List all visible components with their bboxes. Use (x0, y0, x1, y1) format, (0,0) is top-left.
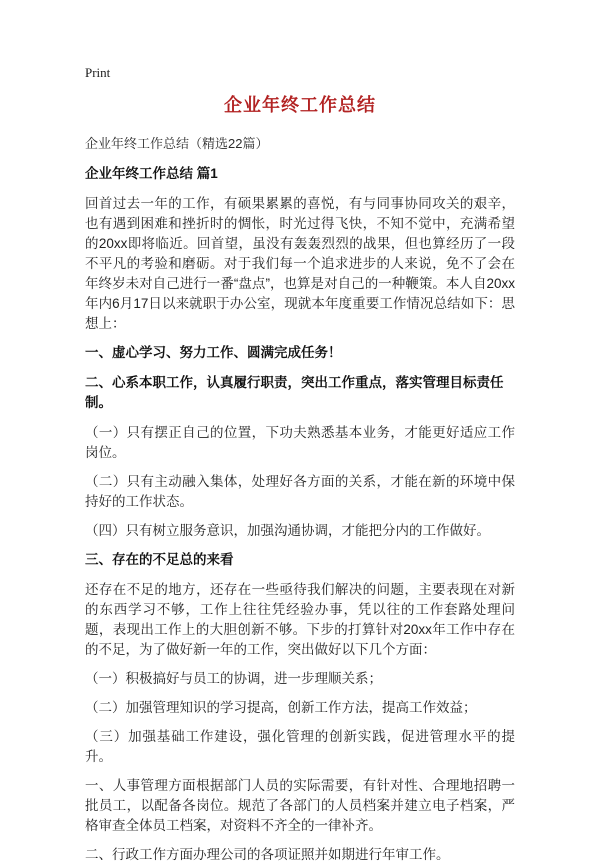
body-paragraph: （一）只有摆正自己的位置，下功夫熟悉基本业务，才能更好适应工作岗位。 (85, 425, 515, 460)
body-paragraph: 回首过去一年的工作，有硕果累累的喜悦，有与同事协同攻关的艰辛，也有遇到困难和挫折时的惆怅，时光过得飞快，不知不觉中，充满希望的20xx即将临近。回首望，虽没有轰轰烈烈的战果，但也算经历了一段不平凡的考验和磨砺。对于我们每一个追求进步的人来说，免不了会在年终岁未对自己进行一番“盘点”，也算是对自己的一种鞭策。本人自20xx年内6月17日以来就职于办公室，现就本年度重要工作情况总结如下：思想上： (85, 196, 515, 331)
document-body (85, 164, 515, 865)
body-paragraph: （四）只有树立服务意识，加强沟通协调，才能把分内的工作做好。 (85, 523, 490, 538)
body-paragraph: （一）积极搞好与员工的协调，进一步理顺关系； (85, 671, 382, 686)
section-heading: 企业年终工作总结 篇1 (85, 166, 218, 181)
print-link[interactable]: Print (85, 65, 111, 80)
section-heading: 三、存在的不足总的来看 (85, 552, 234, 567)
body-paragraph: （三）加强基础工作建设，强化管理的创新实践，促进管理水平的提升。 (85, 729, 515, 764)
page-title: 企业年终工作总结 (224, 95, 376, 115)
section-heading: 二、心系本职工作，认真履行职责，突出工作重点，落实管理目标责任制。 (85, 375, 504, 410)
body-paragraph: （二）只有主动融入集体，处理好各方面的关系，才能在新的环境中保持好的工作状态。 (85, 474, 515, 509)
body-paragraph: 还存在不足的地方，还存在一些亟待我们解决的问题，主要表现在对新的东西学习不够，工作上往往凭经验办事，凭以往的工作套路处理问题，表现出工作上的大胆创新不够。下步的打算针对20xx年工作中存在的不足，为了做好新一年的工作，突出做好以下几个方面： (85, 582, 515, 657)
body-paragraph: 二、行政工作方面办理公司的各项证照并如期进行年审工作。 (85, 847, 450, 862)
body-paragraph: （二）加强管理知识的学习提高，创新工作方法，提高工作效益； (85, 700, 477, 715)
body-paragraph: 一、人事管理方面根据部门人员的实际需要，有针对性、合理地招聘一批员工，以配备各岗位。规范了各部门的人员档案并建立电子档案，严格审查全体员工档案，对资料不齐全的一律补齐。 (85, 778, 515, 833)
document-subtitle: 企业年终工作总结（精选22篇） (85, 136, 269, 151)
section-heading: 一、虚心学习、努力工作、圆满完成任务！ (85, 345, 342, 360)
